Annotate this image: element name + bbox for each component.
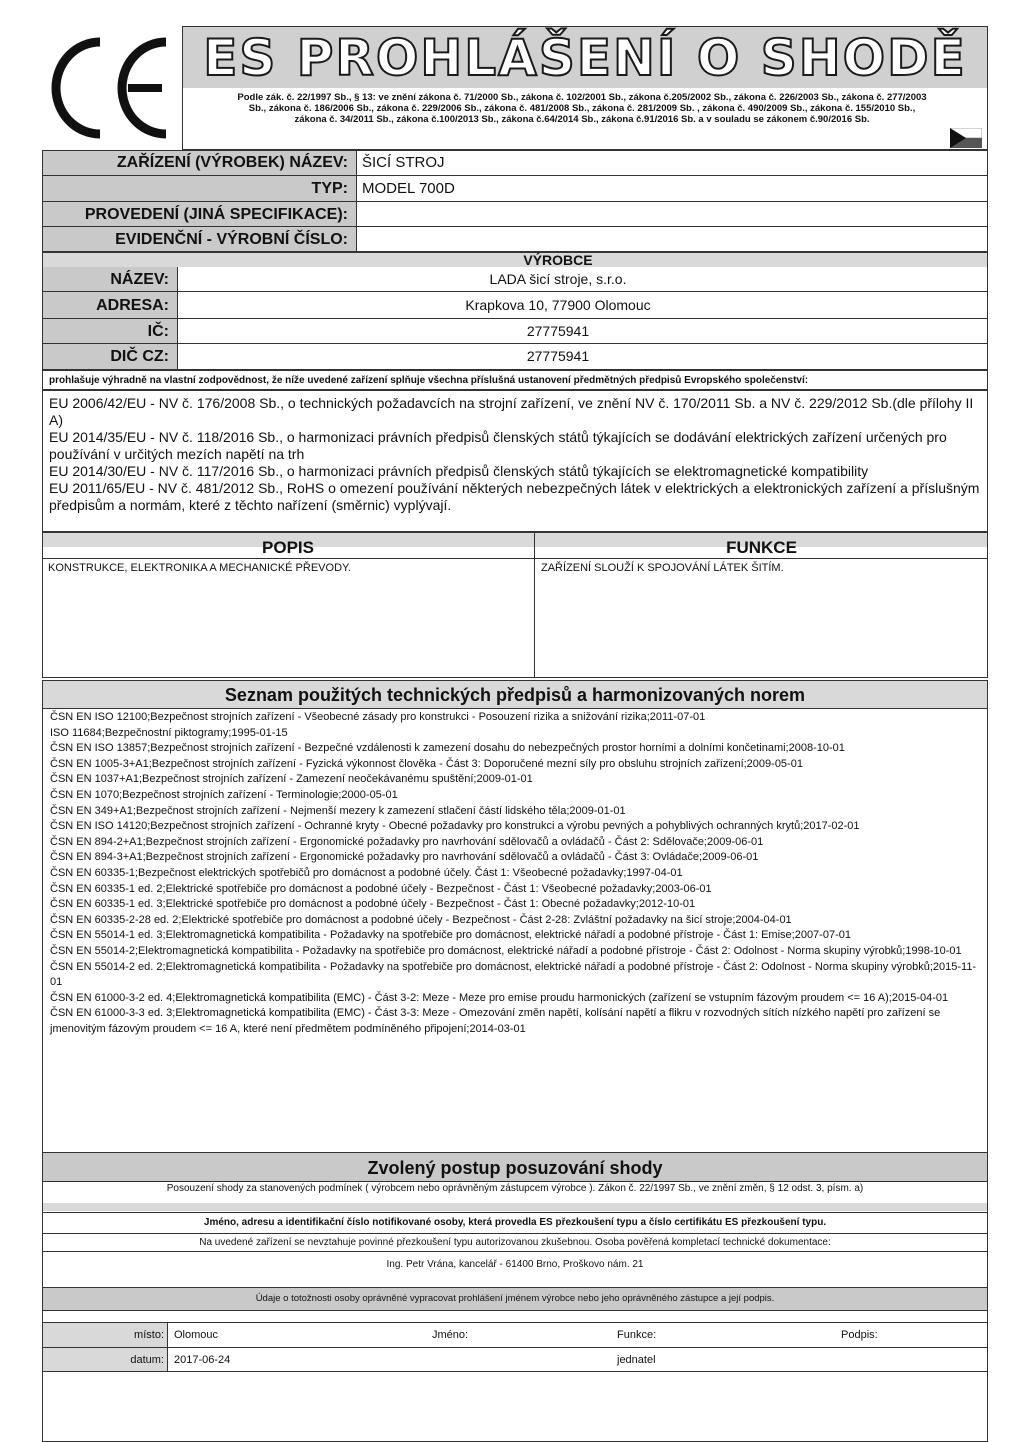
manufacturer-ic-label: IČ: <box>147 323 169 340</box>
standard-item: ČSN EN 61000-3-2 ed. 4;Elektromagnetická kompatibilita (EMC) - Část 3-2: Meze - Meze pro emise proudu harmonických (zařízení se vstupním fázovým proudem <= 16 A);2015-04-01 <box>50 991 949 1004</box>
signature-label: Podpis: <box>841 1329 878 1341</box>
standard-item: ČSN EN 55014-2;Elektromagnetická kompatibilita - Požadavky na spotřebiče pro domácnost, elektrické nářadí a podobné přístroje - Část 2: Odolnost - Norma skupiny výrobků;1998-10-01 <box>50 944 962 957</box>
ce-mark <box>42 26 178 150</box>
document-title: ES PROHLÁŠENÍ O SHODĚ <box>203 29 967 87</box>
divider <box>42 1347 988 1348</box>
divider <box>42 1212 988 1213</box>
manufacturer-address-label: ADRESA: <box>96 297 169 314</box>
popis-text: KONSTRUKCE, ELEKTRONIKA A MECHANICKÉ PŘEVODY. <box>48 562 351 574</box>
manufacturer-address-value: Krapkova 10, 77900 Olomouc <box>465 297 651 313</box>
directive-item: EU 2011/65/EU - NV č. 481/2012 Sb., RoHS o omezení používání některých nebezpečných látek v elektrických a elektronických zařízení a příslušným předpisům a normám, které z těchto nařízení (směrnic) vyplývají. <box>49 480 980 513</box>
date-label: datum: <box>130 1354 164 1366</box>
standard-item: ČSN EN ISO 13857;Bezpečnost strojních zařízení - Bezpečné vzdálenosti k zamezení dosahu do nebezpečných prostor horními a dolními končetinami;2008-10-01 <box>50 742 845 755</box>
directive-item: EU 2006/42/EU - NV č. 176/2008 Sb., o technických požadavcích na strojní zařízení, ve znění NV č. 170/2011 Sb. a NV č. 229/2012 Sb.(dle přílohy II A) <box>49 395 974 428</box>
standard-item: ČSN EN 60335-1;Bezpečnost elektrických spotřebičů pro domácnost a podobné účely. Část 1: Všeobecné požadavky;1997-04-01 <box>50 866 683 879</box>
standard-item: ČSN EN 55014-2 ed. 2;Elektromagnetická kompatibilita - Požadavky na spotřebiče pro domácnost, elektrické nářadí a podobné přístroje - Část 2: Odolnost - Norma skupiny výrobků;2015-11-01 <box>50 960 977 989</box>
directives-list <box>42 390 988 532</box>
conformity-strip <box>43 1203 987 1211</box>
divider <box>42 1233 988 1234</box>
device-serial-label: EVIDENČNÍ - VÝROBNÍ ČÍSLO: <box>115 231 348 248</box>
conformity-procedure: Posouzení shody za stanovených podmínek ( výrobcem nebo oprávněným zástupcem výrobce ). Zákon č. 22/1997 Sb., ve znění změn, § 12 odst. 3, písm. a) <box>166 1183 864 1194</box>
place-value: Olomouc <box>174 1329 219 1341</box>
standards-title: Seznam použitých technických předpisů a harmonizovaných norem <box>224 685 806 705</box>
standard-item: ČSN EN 55014-1 ed. 3;Elektromagnetická kompatibilita - Požadavky na spotřebiče pro domácnost, elektrické nářadí a podobné přístroje - Část 1: Emise;2007-07-01 <box>50 929 851 942</box>
place-label: místo: <box>134 1329 164 1341</box>
date-value: 2017-06-24 <box>174 1354 231 1366</box>
notified-body-text: Na uvedené zařízení se nevztahuje povinné přezkoušení typu autorizovanou zkušebnou. Osoba pověřená kompletací technické dokumentace: <box>199 1237 831 1248</box>
device-variant-label: PROVEDENÍ (JINÁ SPECIFIKACE): <box>84 206 348 223</box>
standard-item: ČSN EN 60335-2-28 ed. 2;Elektrické spotřebiče pro domácnost a podobné účely - Bezpečnost - Část 2-28: Zvláštní požadavky na šicí stroje;2004-04-01 <box>50 913 792 926</box>
manufacturer-dic-value: 27775941 <box>526 348 590 364</box>
funkce-heading: FUNKCE <box>726 538 797 557</box>
device-name-value: ŠICÍ STROJ <box>362 154 445 171</box>
declaration-statement: prohlašuje výhradně na vlastní zodpovědnost, že níže uvedené zařízení splňuje všechna příslušná ustanovení předmětných předpisů Evropského společenství: <box>42 370 988 390</box>
device-type-value: MODEL 700D <box>362 180 455 197</box>
legal-basis: Podle zák. č. 22/1997 Sb., § 13: ve znění zákona č. 71/2000 Sb., zákona č. 102/2001 Sb., zákona č.205/2002 Sb., zákona č. 226/2003 Sb., zákona č. 277/2003 Sb., zákona č. 186/2006 Sb., zákona č. 229/2006 Sb., zákona č. 481/2008 Sb., zákona č. 281/2009 Sb. , zákona č. 490/2009 Sb., zákona č. 155/2010 Sb., zákona č. 34/2011 Sb., zákona č.100/2013 Sb., zákona č.64/2014 Sb., zákona č.91/2016 Sb. a v souladu se zákonem č.90/2016 Sb. <box>237 92 927 125</box>
device-type-label: TYP: <box>311 180 348 197</box>
divider <box>42 708 988 709</box>
standard-item: ČSN EN ISO 12100;Bezpečnost strojních zařízení - Všeobecné zásady pro konstrukci - Posouzení rizika a snižování rizika;2011-07-01 <box>50 711 706 723</box>
standard-item: ČSN EN 1037+A1;Bezpečnost strojních zařízení - Zamezení neočekávanému spuštění;2009-01-01 <box>50 773 533 786</box>
funkce-text: ZAŘÍZENÍ SLOUŽÍ K SPOJOVÁNÍ LÁTEK ŠITÍM. <box>541 562 784 574</box>
standard-item: ISO 11684;Bezpečnostní piktogramy;1995-01-15 <box>50 726 288 739</box>
standard-item: ČSN EN 61000-3-3 ed. 3;Elektromagnetická kompatibilita (EMC) - Část 3-3: Meze - Omezování změn napětí, kolísání napětí a flikru v rozvodných sítích nízkého napětí pro zařízení se jmenovitým fázovým proudem <= 16 A, které není předmětem podmíněného připojení;2014-03-01 <box>50 1007 941 1035</box>
standard-item: ČSN EN 1005-3+A1;Bezpečnost strojních zařízení - Fyzická výkonnost člověka - Část 3: Doporučené mezní síly pro obsluhu strojních zařízení;2009-05-01 <box>50 757 803 770</box>
conformity-title: Zvolený postup posuzování shody <box>367 1158 663 1178</box>
manufacturer-dic-label: DIČ CZ: <box>110 348 169 365</box>
function-value: jednatel <box>617 1354 656 1366</box>
czech-flag-icon <box>950 128 982 148</box>
manufacturer-name-label: NÁZEV: <box>110 271 169 288</box>
device-variant-value <box>356 202 988 227</box>
signatory-heading: Údaje o totožnosti osoby oprávněné vypracovat prohlášení jménem výrobce nebo jeho oprávněného zástupce a její podpis. <box>255 1293 775 1304</box>
standard-item: ČSN EN 1070;Bezpečnost strojních zařízení - Terminologie;2000-05-01 <box>50 788 398 801</box>
name-value <box>532 1326 612 1344</box>
manufacturer-heading: VÝROBCE <box>523 252 593 268</box>
standard-item: ČSN EN 60335-1 ed. 2;Elektrické spotřebiče pro domácnost a podobné účely - Bezpečnost - Část 1: Všeobecné požadavky;2003-06-01 <box>50 882 712 895</box>
name-label: Jméno: <box>432 1329 469 1341</box>
manufacturer-name-value: LADA šicí stroje, s.r.o. <box>489 271 627 287</box>
device-name-label: ZAŘÍZENÍ (VÝROBEK) NÁZEV: <box>116 154 348 171</box>
standard-item: ČSN EN 894-2+A1;Bezpečnost strojních zařízení - Ergonomické požadavky pro navrhování sdělovačů a ovládačů - Část 2: Sdělovače;2009-06-01 <box>50 835 764 848</box>
standard-item: ČSN EN 894-3+A1;Bezpečnost strojních zařízení - Ergonomické požadavky pro navrhování sdělovačů a ovládačů - Část 3: Ovládače;2009-06-01 <box>50 851 759 864</box>
popis-heading: POPIS <box>262 538 314 557</box>
function-label: Funkce: <box>617 1329 657 1341</box>
notified-body-heading: Jméno, adresu a identifikační číslo notifikované osoby, která provedla ES přezkoušení typu a číslo certifikátu ES přezkoušení typu. <box>203 1217 827 1228</box>
standard-item: ČSN EN 349+A1;Bezpečnost strojních zařízení - Nejmenší mezery k zamezení stlačení částí lidského těla;2009-01-01 <box>50 804 626 817</box>
standards-list <box>44 710 986 1035</box>
standard-item: ČSN EN ISO 14120;Bezpečnost strojních zařízení - Ochranné kryty - Obecné požadavky pro konstrukci a výrobu pevných a pohyblivých ochranných krytů;2017-02-01 <box>50 820 860 833</box>
ce-mark-icon <box>42 26 178 150</box>
manufacturer-ic-value: 27775941 <box>526 323 590 339</box>
directive-item: EU 2014/35/EU - NV č. 118/2016 Sb., o harmonizaci právních předpisů členských států týkajících se dodávání elektrických zařízení určených pro používání v určitých mezích napětí na trh <box>49 429 947 462</box>
device-serial-value <box>356 227 988 252</box>
technical-file-contact: Ing. Petr Vrána, kancelář - 61400 Brno, Proškovo nám. 21 <box>386 1259 644 1270</box>
directive-item: EU 2014/30/EU - NV č. 117/2016 Sb., o harmonizaci právních předpisů členských států týkajících se elektromagnetické kompatibility <box>49 463 869 479</box>
standard-item: ČSN EN 60335-1 ed. 3;Elektrické spotřebiče pro domácnost a podobné účely - Bezpečnost - Část 1: Obecné požadavky;2012-10-01 <box>50 898 696 911</box>
